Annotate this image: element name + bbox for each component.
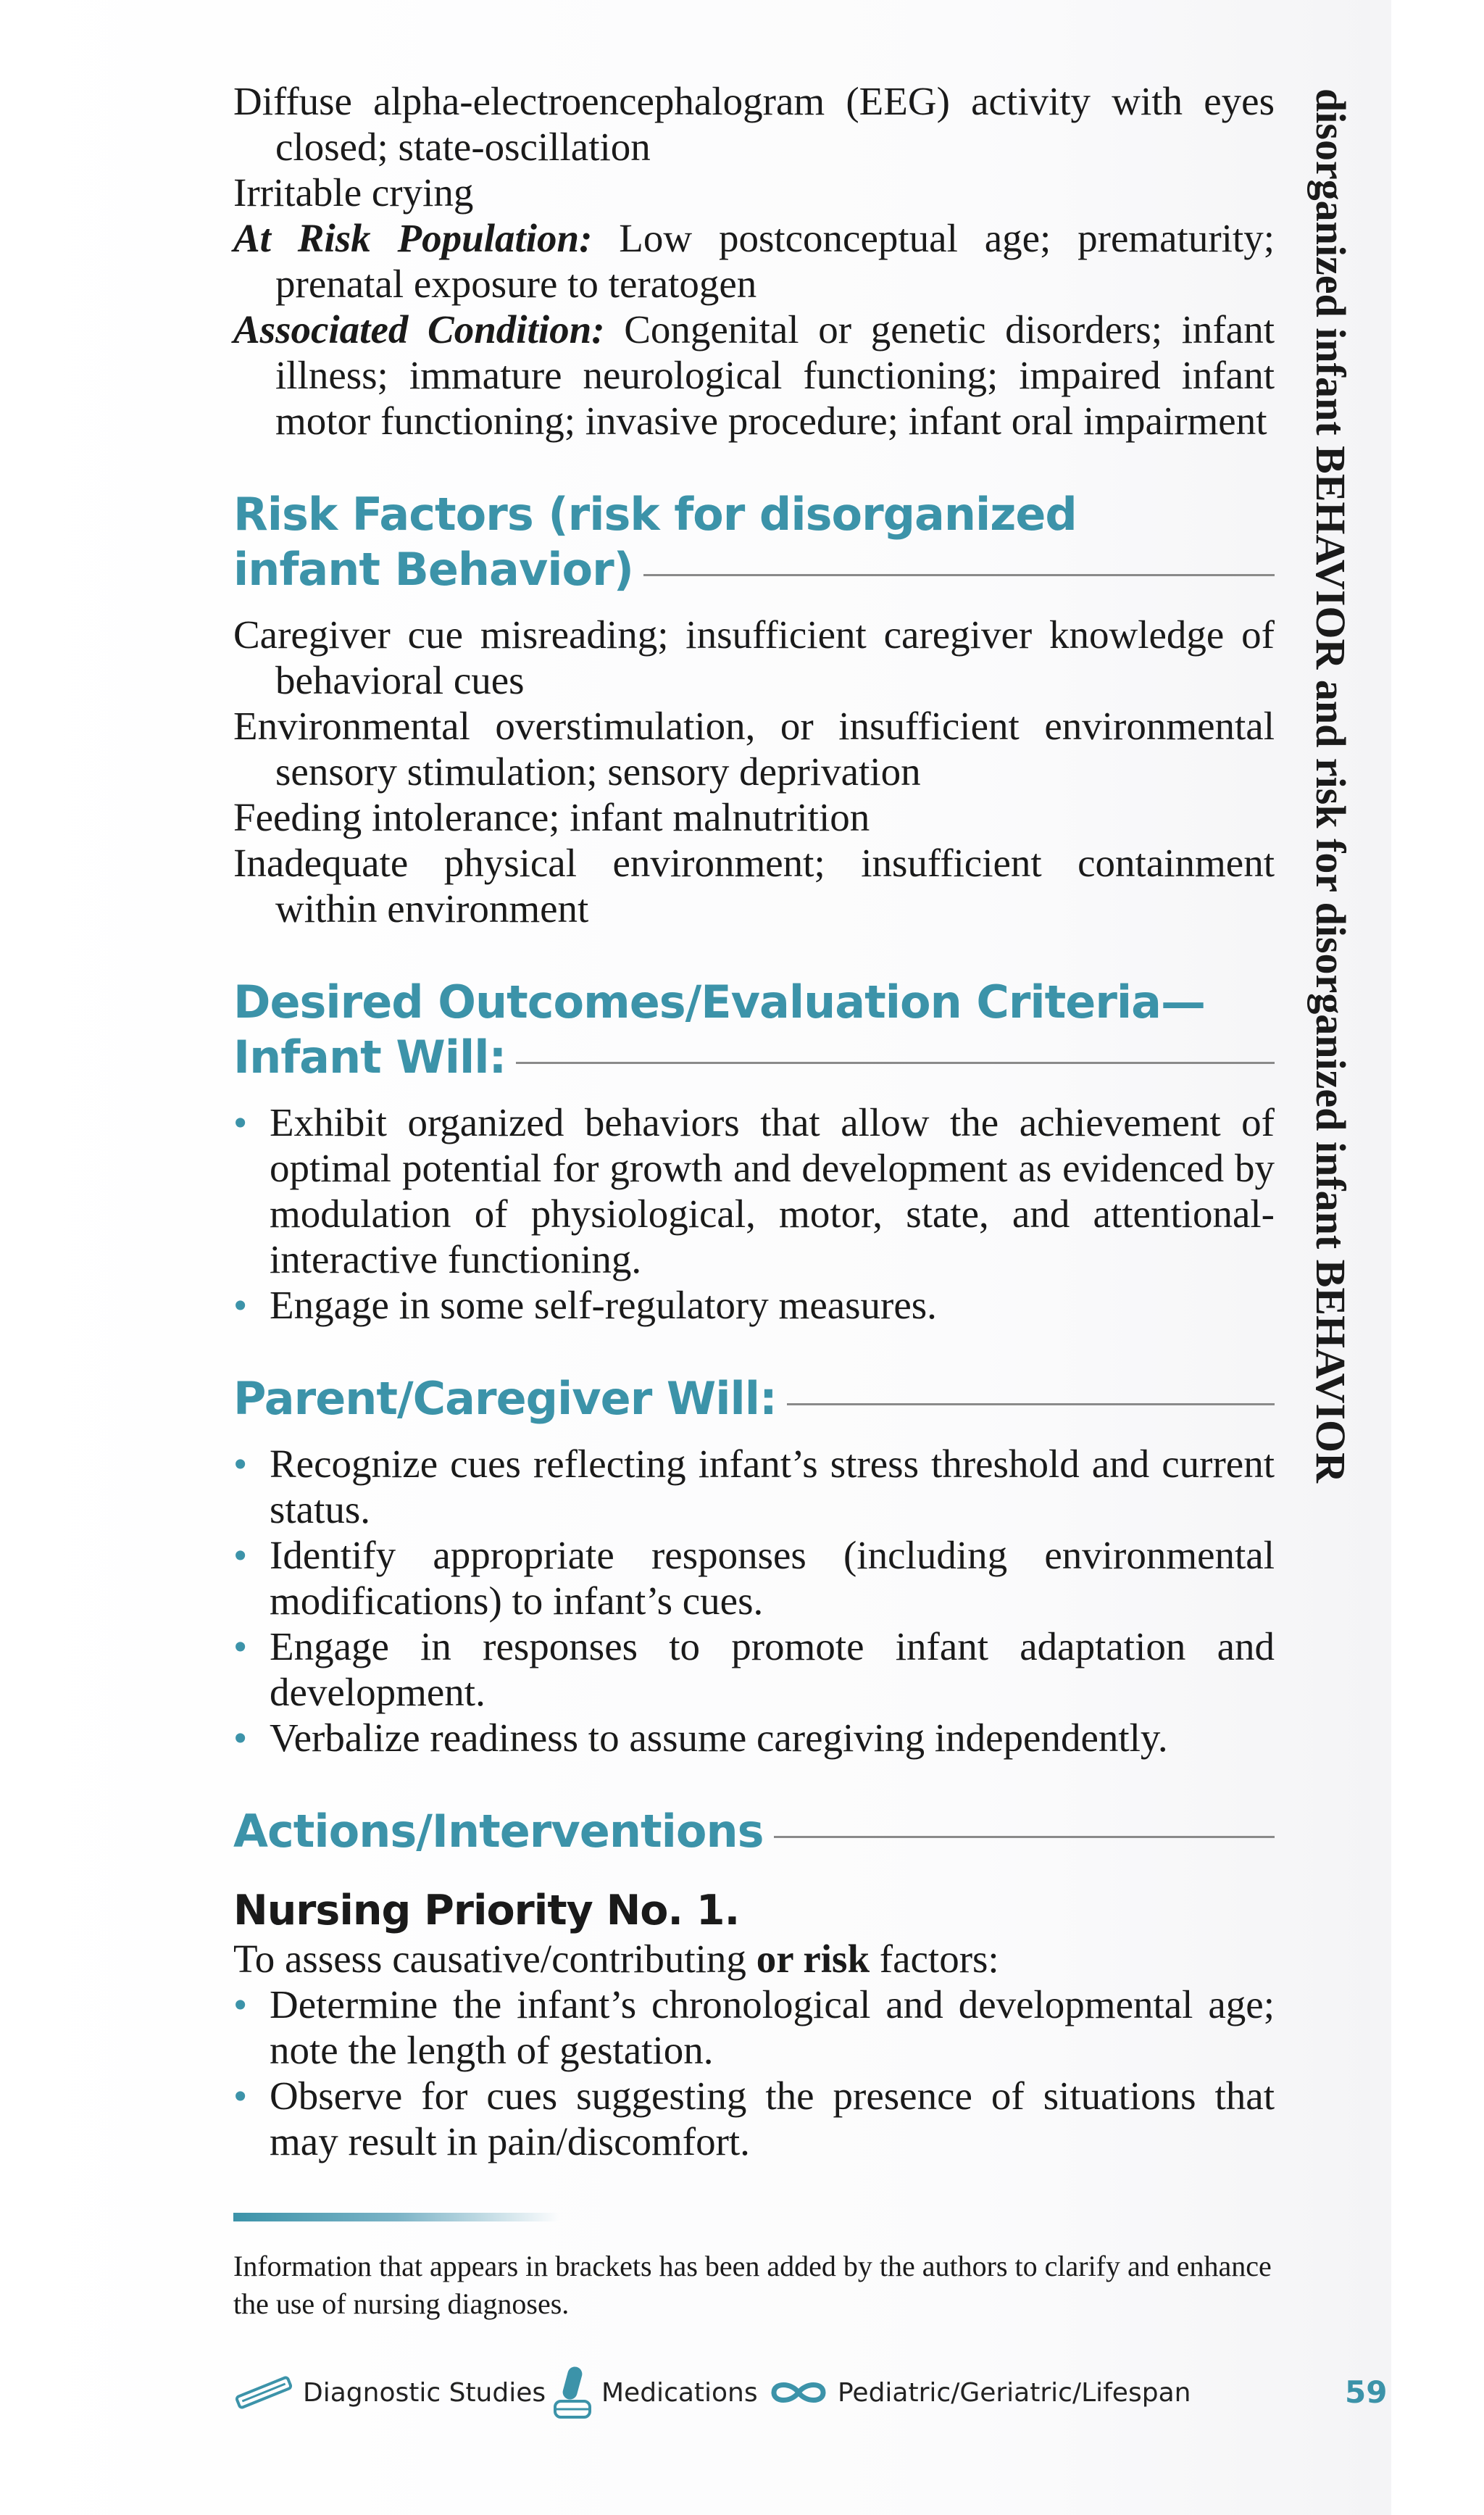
risk-factors-heading <box>233 487 1275 597</box>
risk-factor-item: Feeding intolerance; infant malnutrition <box>233 795 870 839</box>
footnote-divider <box>233 2213 559 2221</box>
actions-heading <box>233 1804 1275 1859</box>
infant-outcomes-list <box>233 1099 1275 1328</box>
footer-legend <box>233 2365 1393 2423</box>
actions-heading-text: Actions/Interventions <box>233 1805 764 1858</box>
list-item: • Observe for cues suggesting the presence of situations that may result in pain/discomfort. <box>233 2074 1275 2163</box>
list-item: • Identify appropriate responses (including environmental modifications) to infant’s cues. <box>233 1533 1275 1623</box>
footnote: Information that appears in brackets has been added by the authors to clarify and enhance the use of nursing diagnoses. <box>233 2250 1272 2320</box>
at-risk-population <box>233 215 1275 307</box>
list-item: • Engage in responses to promote infant adaptation and development. <box>233 1624 1275 1714</box>
priority-intro: To assess causative/contributing or risk factors: <box>233 1937 999 1981</box>
bullet-icon: • <box>233 1283 248 1327</box>
bullet-icon: • <box>233 1100 248 1144</box>
heading-rule <box>516 1062 1275 1064</box>
list-item: • Verbalize readiness to assume caregiving independently. <box>233 1716 1168 1760</box>
bullet-icon: • <box>233 1533 248 1577</box>
bullet-icon: • <box>233 1624 248 1668</box>
list-item: • Determine the infant’s chronological and developmental age; note the length of gestation. <box>233 1982 1275 2072</box>
nursing-priority-heading: Nursing Priority No. 1. <box>233 1887 740 1934</box>
legend-diagnostic: Diagnostic Studies <box>233 2365 546 2420</box>
main-content <box>233 78 1275 2164</box>
risk-factor-item: Environmental overstimulation, or insufficient environmental sensory stimulation; sensory deprivation <box>233 704 1275 794</box>
at-risk-text: Low postconceptual age; prematurity; prenatal exposure to teratogen <box>275 216 1275 306</box>
risk-factors-heading-line2: infant Behavior) <box>233 543 634 596</box>
side-running-title: disorganized infant BEHAVIOR and risk for disorganized infant BEHAVIOR <box>1307 88 1354 1484</box>
bullet-icon: • <box>233 1982 248 2026</box>
test-strip-icon <box>233 2372 294 2413</box>
infinity-icon <box>768 2378 829 2407</box>
legend-medications: Medications <box>552 2365 758 2420</box>
bullet-icon: • <box>233 2074 248 2118</box>
parent-heading-text: Parent/Caregiver Will: <box>233 1372 777 1425</box>
associated-label: Associated Condition: <box>233 307 605 352</box>
list-item: • Recognize cues reflecting infant’s stress threshold and current status. <box>233 1442 1275 1531</box>
list-item: • Engage in some self-regulatory measures. <box>233 1283 937 1327</box>
top-item-crying: Irritable crying <box>233 170 474 215</box>
associated-condition <box>233 307 1275 444</box>
outcomes-heading <box>233 975 1275 1085</box>
bullet-icon: • <box>233 1442 248 1486</box>
legend-lifespan: Pediatric/Geriatric/Lifespan <box>768 2365 1191 2420</box>
associated-text: Congenital or genetic disorders; infant illness; immature neurological functioning; impaired infant motor functioning; invasive procedure; infant oral impairment <box>275 307 1275 443</box>
parent-heading <box>233 1371 1275 1426</box>
parent-outcomes-list <box>233 1441 1275 1760</box>
top-item-eeg: Diffuse alpha-electroencephalogram (EEG) activity with eyes closed; state-oscillation <box>233 79 1275 169</box>
pill-icon <box>552 2365 593 2420</box>
heading-rule <box>643 574 1275 576</box>
risk-factor-item: Caregiver cue misreading; insufficient caregiver knowledge of behavioral cues <box>233 612 1275 702</box>
at-risk-label: At Risk Population: <box>233 216 593 260</box>
bullet-icon: • <box>233 1716 248 1760</box>
risk-factors-heading-line1: Risk Factors (risk for disorganized <box>233 488 1077 541</box>
list-item: • Exhibit organized behaviors that allow the achievement of optimal potential for growth and development as evidenced by modulation of physiological, motor, state, and attentional-interactive functioning. <box>233 1100 1275 1281</box>
actions-list <box>233 1982 1275 2164</box>
outcomes-heading-line1: Desired Outcomes/Evaluation Criteria— <box>233 976 1206 1028</box>
risk-factor-item: Inadequate physical environment; insufficient containment within environment <box>233 841 1275 931</box>
heading-rule <box>774 1836 1275 1838</box>
page-number: 59 <box>1345 2374 1388 2410</box>
outcomes-heading-line2: Infant Will: <box>233 1031 507 1084</box>
heading-rule <box>787 1403 1275 1405</box>
